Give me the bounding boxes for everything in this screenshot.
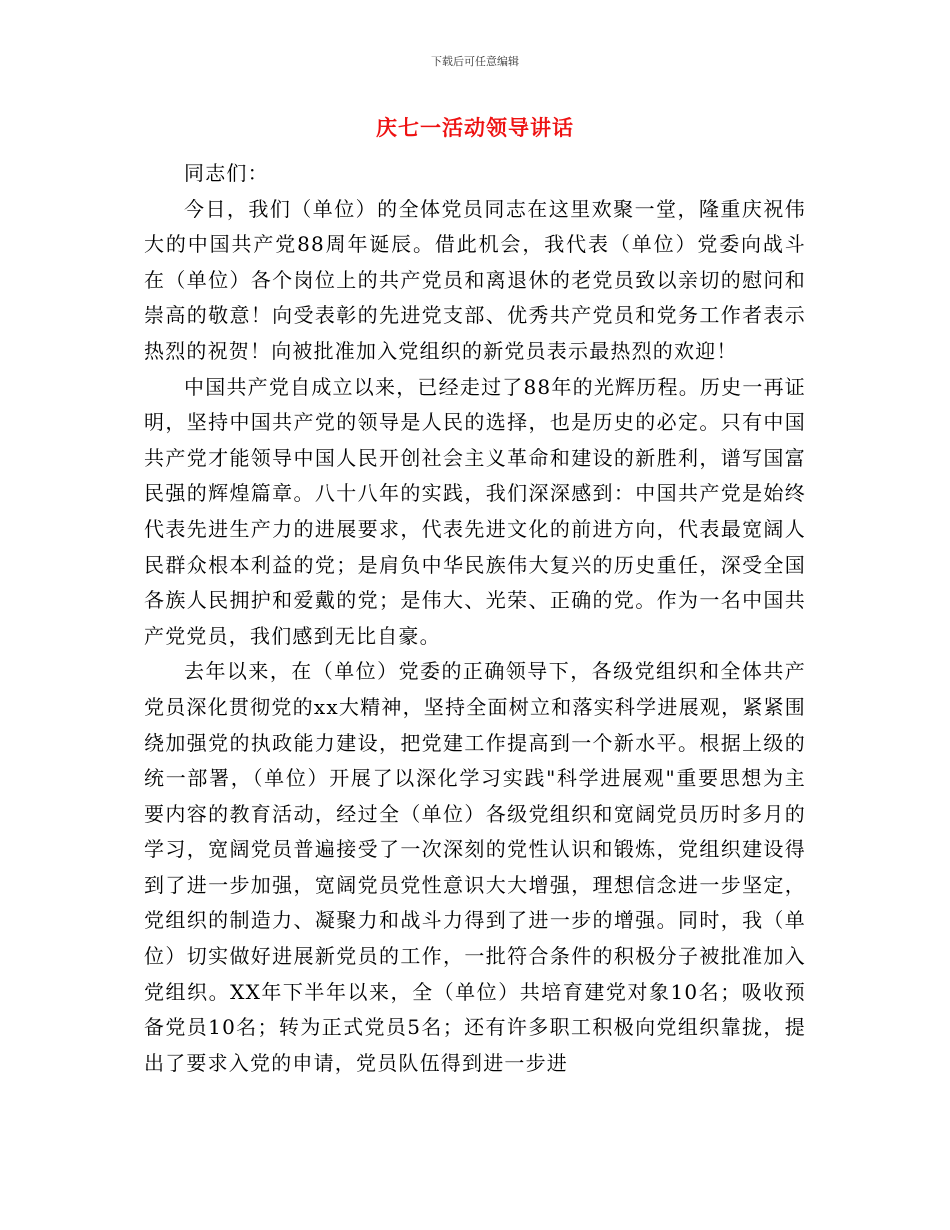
- salutation: 同志们：: [184, 161, 269, 185]
- paragraph-2: 中国共产党自成立以来，已经走过了88年的光辉历程。历史一再证明，坚持中国共产党的领导是人民的选择，也是历史的必定。只有中国共产党才能领导中国人民开创社会主义革命和建设的新胜利，谱写国富民强的辉煌篇章。八十八年的实践，我们深深感到：中国共产党是始终代表先进生产力的进展要求，代表先进文化的前进方向，代表最宽阔人民群众根本利益的党；是肩负中华民族伟大复兴的历史重任，深受全国各族人民拥护和爱戴的党；是伟大、光荣、正确的党。作为一名中国共产党党员，我们感到无比自豪。: [144, 374, 806, 648]
- document-body: [144, 156, 806, 1081]
- paragraph-3: 去年以来，在（单位）党委的正确领导下，各级党组织和全体共产党员深化贯彻党的xx大精神，坚持全面树立和落实科学进展观，紧紧围绕加强党的执政能力建设，把党建工作提高到一个新水平。根据上级的统一部署，（单位）开展了以深化学习实践"科学进展观"重要思想为主要内容的教育活动，经过全（单位）各级党组织和宽阔党员历时多月的学习，宽阔党员普遍接受了一次深刻的党性认识和锻炼，党组织建设得到了进一步加强，宽阔党员党性意识大大增强，理想信念进一步坚定，党组织的制造力、凝聚力和战斗力得到了进一步的增强。同时，我（单位）切实做好进展新党员的工作，一批符合条件的积极分子被批准加入党组织。XX年下半年以来，全（单位）共培育建党对象10名；吸收预备党员10名；转为正式党员5名；还有许多职工积极向党组织靠拢，提出了要求入党的申请，党员队伍得到进一步进: [144, 659, 806, 1075]
- page-header-note: 下载后可任意编辑: [431, 55, 519, 68]
- document-title: 庆七一活动领导讲话: [376, 115, 574, 140]
- paragraph-1: 今日，我们（单位）的全体党员同志在这里欢聚一堂，隆重庆祝伟大的中国共产党88周年诞辰。借此机会，我代表（单位）党委向战斗在（单位）各个岗位上的共产党员和离退休的老党员致以亲切的慰问和崇高的敬意！向受表彰的先进党支部、优秀共产党员和党务工作者表示热烈的祝贺！向被批准加入党组织的新党员表示最热烈的欢迎！: [144, 196, 806, 363]
